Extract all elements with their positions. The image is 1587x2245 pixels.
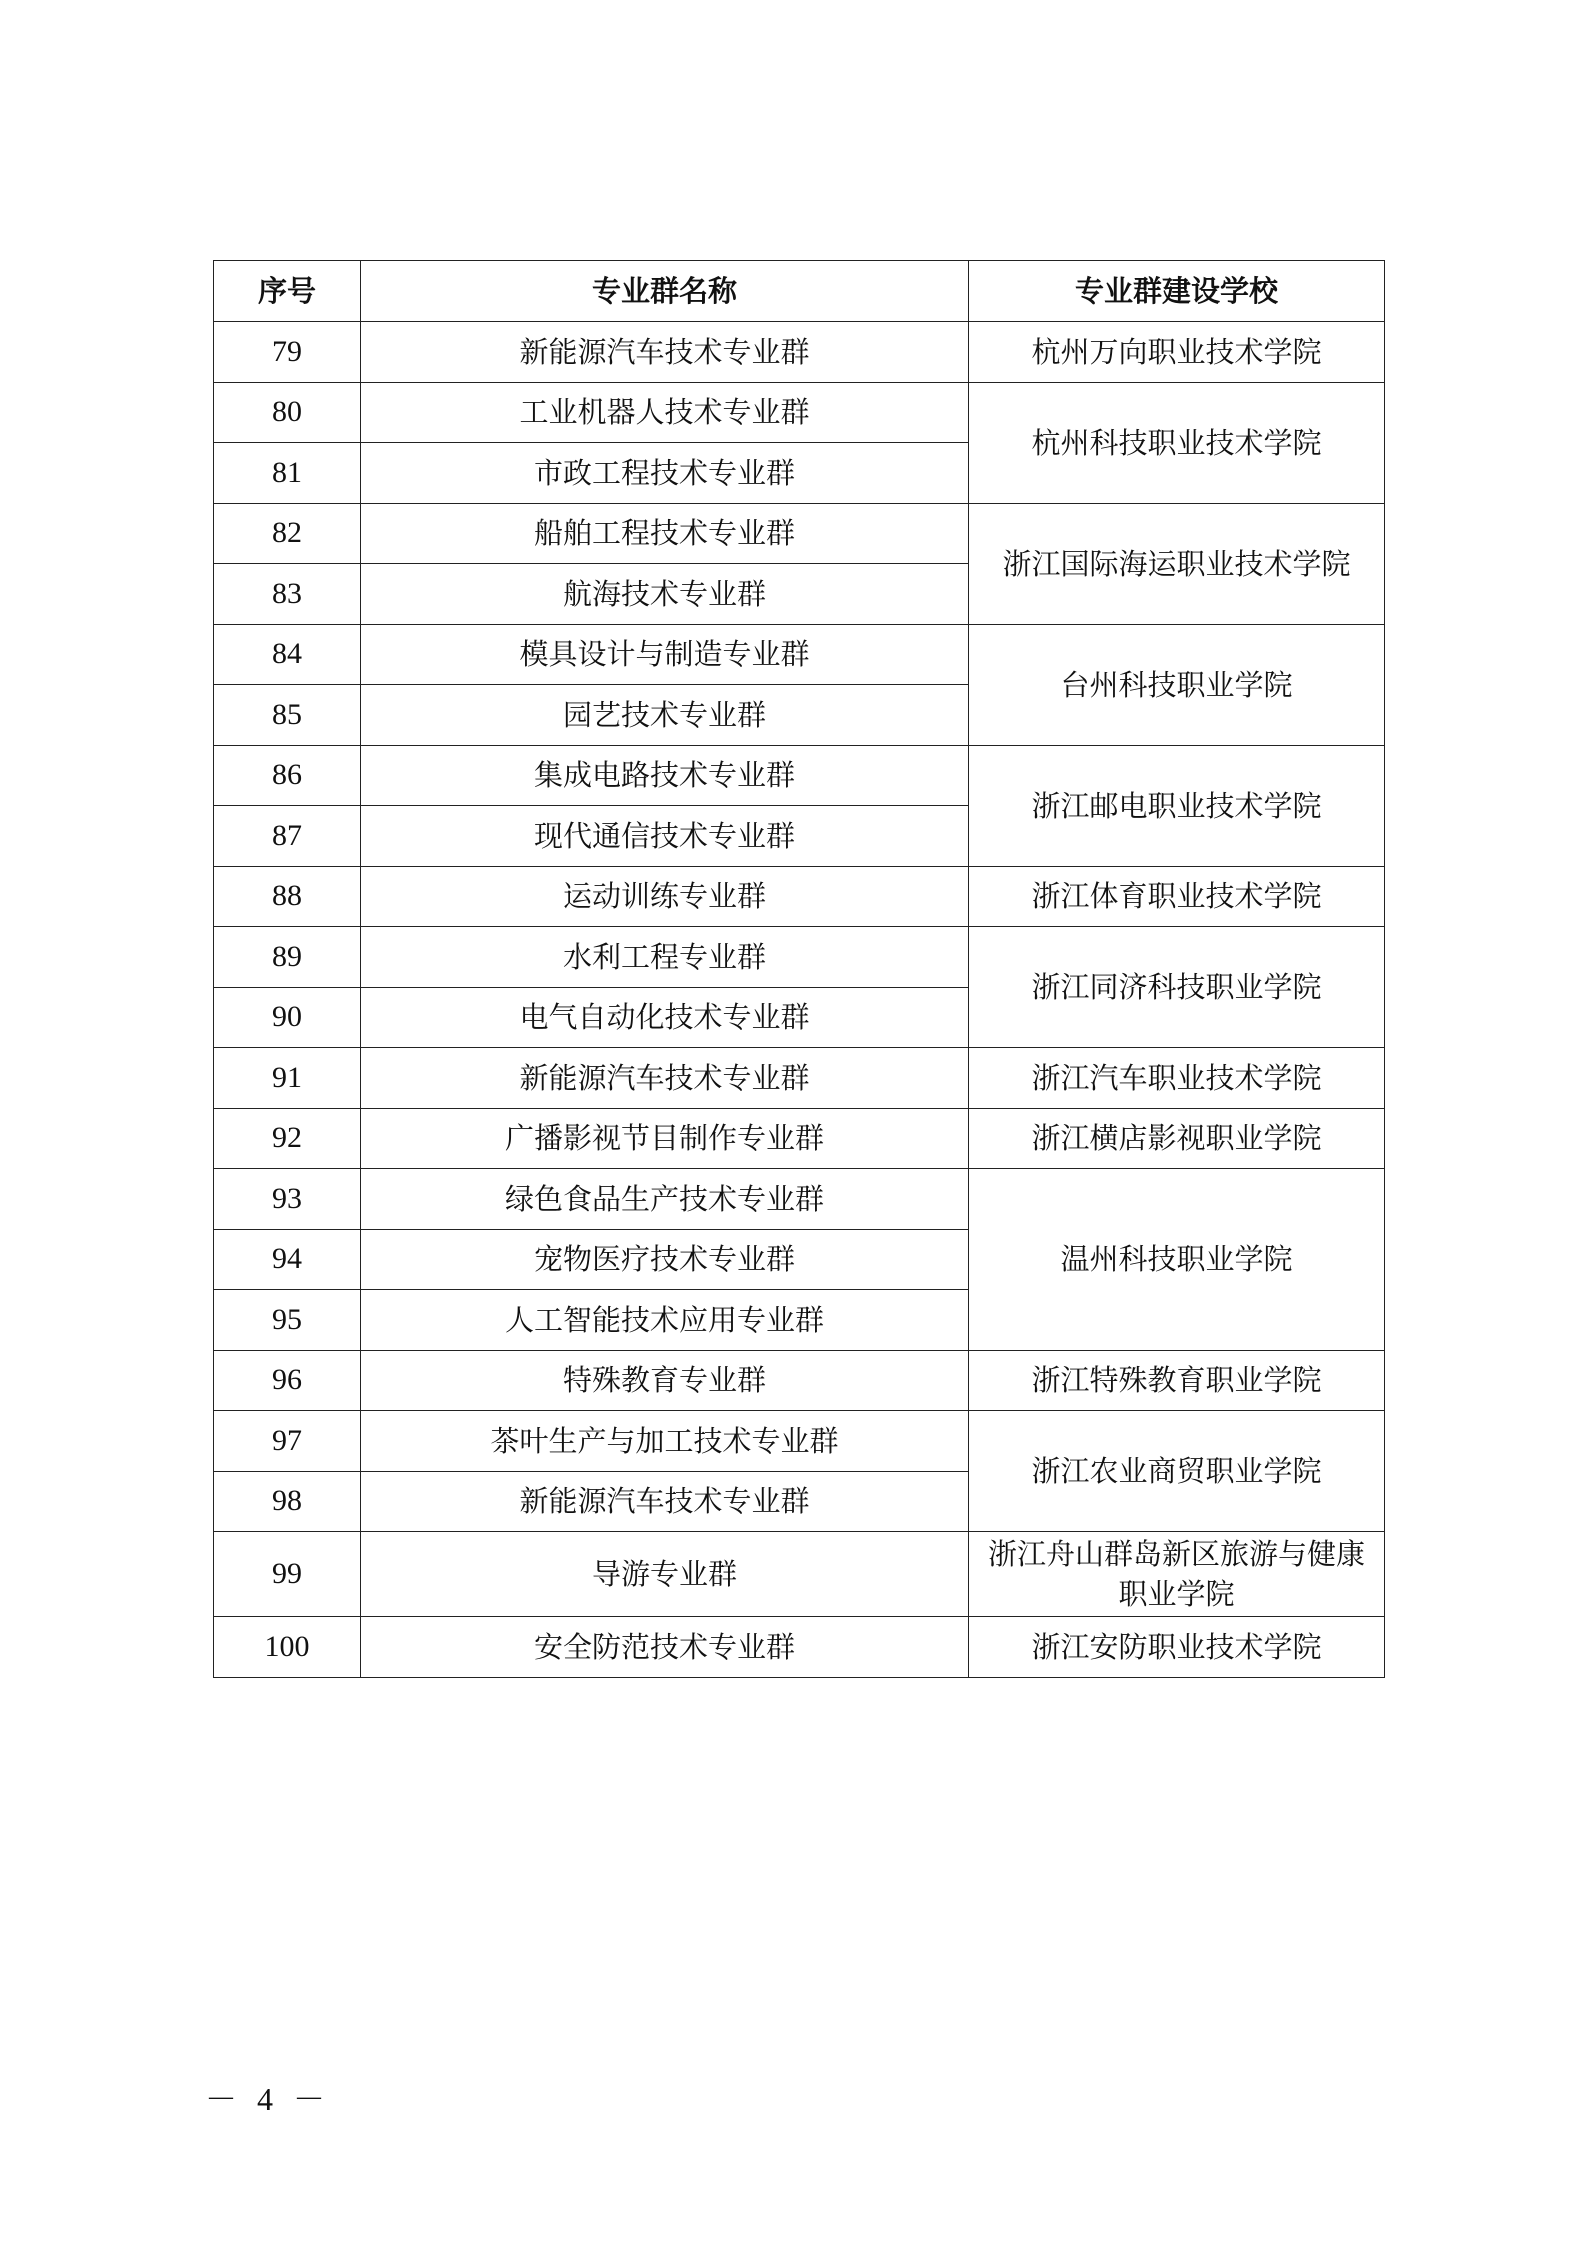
cluster-name: 集成电路技术专业群 [361, 745, 969, 806]
row-index: 100 [214, 1617, 361, 1678]
table-row [214, 1411, 1385, 1472]
school-name: 杭州科技职业技术学院 [969, 382, 1385, 503]
cluster-name: 广播影视节目制作专业群 [361, 1108, 969, 1169]
cluster-name: 电气自动化技术专业群 [361, 987, 969, 1048]
row-index: 83 [214, 564, 361, 625]
row-index: 96 [214, 1350, 361, 1411]
cluster-name: 新能源汽车技术专业群 [361, 1048, 969, 1109]
row-index: 87 [214, 806, 361, 867]
school-name: 浙江体育职业技术学院 [969, 866, 1385, 927]
row-index: 91 [214, 1048, 361, 1109]
row-index: 92 [214, 1108, 361, 1169]
school-name: 浙江安防职业技术学院 [969, 1617, 1385, 1678]
cluster-name: 茶叶生产与加工技术专业群 [361, 1411, 969, 1472]
table-row [214, 624, 1385, 685]
table-row [214, 1108, 1385, 1169]
row-index: 84 [214, 624, 361, 685]
table-row [214, 503, 1385, 564]
table-row [214, 1350, 1385, 1411]
table-row [214, 382, 1385, 443]
row-index: 95 [214, 1290, 361, 1351]
school-name: 杭州万向职业技术学院 [969, 322, 1385, 383]
page-number: － 4 － [205, 2081, 332, 2117]
row-index: 79 [214, 322, 361, 383]
school-name: 台州科技职业学院 [969, 624, 1385, 745]
school-name: 浙江横店影视职业学院 [969, 1108, 1385, 1169]
cluster-name: 水利工程专业群 [361, 927, 969, 988]
cluster-name: 航海技术专业群 [361, 564, 969, 625]
cluster-name: 特殊教育专业群 [361, 1350, 969, 1411]
school-name: 浙江邮电职业技术学院 [969, 745, 1385, 866]
cluster-name: 新能源汽车技术专业群 [361, 322, 969, 383]
row-index: 80 [214, 382, 361, 443]
row-index: 81 [214, 443, 361, 504]
table-row [214, 745, 1385, 806]
row-index: 93 [214, 1169, 361, 1230]
table-row [214, 322, 1385, 383]
table-row [214, 866, 1385, 927]
school-name: 浙江舟山群岛新区旅游与健康职业学院 [969, 1532, 1385, 1617]
row-index: 90 [214, 987, 361, 1048]
cluster-name: 模具设计与制造专业群 [361, 624, 969, 685]
table-header-row [214, 261, 1385, 322]
cluster-name: 宠物医疗技术专业群 [361, 1229, 969, 1290]
row-index: 86 [214, 745, 361, 806]
header-cluster-name: 专业群名称 [361, 261, 969, 322]
school-name: 温州科技职业学院 [969, 1169, 1385, 1351]
table-row [214, 1048, 1385, 1109]
row-index: 89 [214, 927, 361, 988]
row-index: 99 [214, 1532, 361, 1617]
school-name: 浙江国际海运职业技术学院 [969, 503, 1385, 624]
cluster-name: 绿色食品生产技术专业群 [361, 1169, 969, 1230]
row-index: 82 [214, 503, 361, 564]
table-row [214, 927, 1385, 988]
cluster-name: 运动训练专业群 [361, 866, 969, 927]
cluster-name: 园艺技术专业群 [361, 685, 969, 746]
row-index: 85 [214, 685, 361, 746]
program-cluster-table [213, 260, 1385, 1678]
school-name: 浙江农业商贸职业学院 [969, 1411, 1385, 1532]
row-index: 94 [214, 1229, 361, 1290]
table-row [214, 1532, 1385, 1617]
row-index: 98 [214, 1471, 361, 1532]
cluster-name: 船舶工程技术专业群 [361, 503, 969, 564]
cluster-name: 人工智能技术应用专业群 [361, 1290, 969, 1351]
header-school: 专业群建设学校 [969, 261, 1385, 322]
cluster-name: 现代通信技术专业群 [361, 806, 969, 867]
row-index: 88 [214, 866, 361, 927]
cluster-name: 市政工程技术专业群 [361, 443, 969, 504]
cluster-name: 导游专业群 [361, 1532, 969, 1617]
school-name: 浙江同济科技职业学院 [969, 927, 1385, 1048]
cluster-name: 安全防范技术专业群 [361, 1617, 969, 1678]
header-index: 序号 [214, 261, 361, 322]
school-name: 浙江特殊教育职业学院 [969, 1350, 1385, 1411]
row-index: 97 [214, 1411, 361, 1472]
table-row [214, 1617, 1385, 1678]
table-body [214, 322, 1385, 1678]
cluster-name: 新能源汽车技术专业群 [361, 1471, 969, 1532]
table-row [214, 1169, 1385, 1230]
school-name: 浙江汽车职业技术学院 [969, 1048, 1385, 1109]
cluster-name: 工业机器人技术专业群 [361, 382, 969, 443]
